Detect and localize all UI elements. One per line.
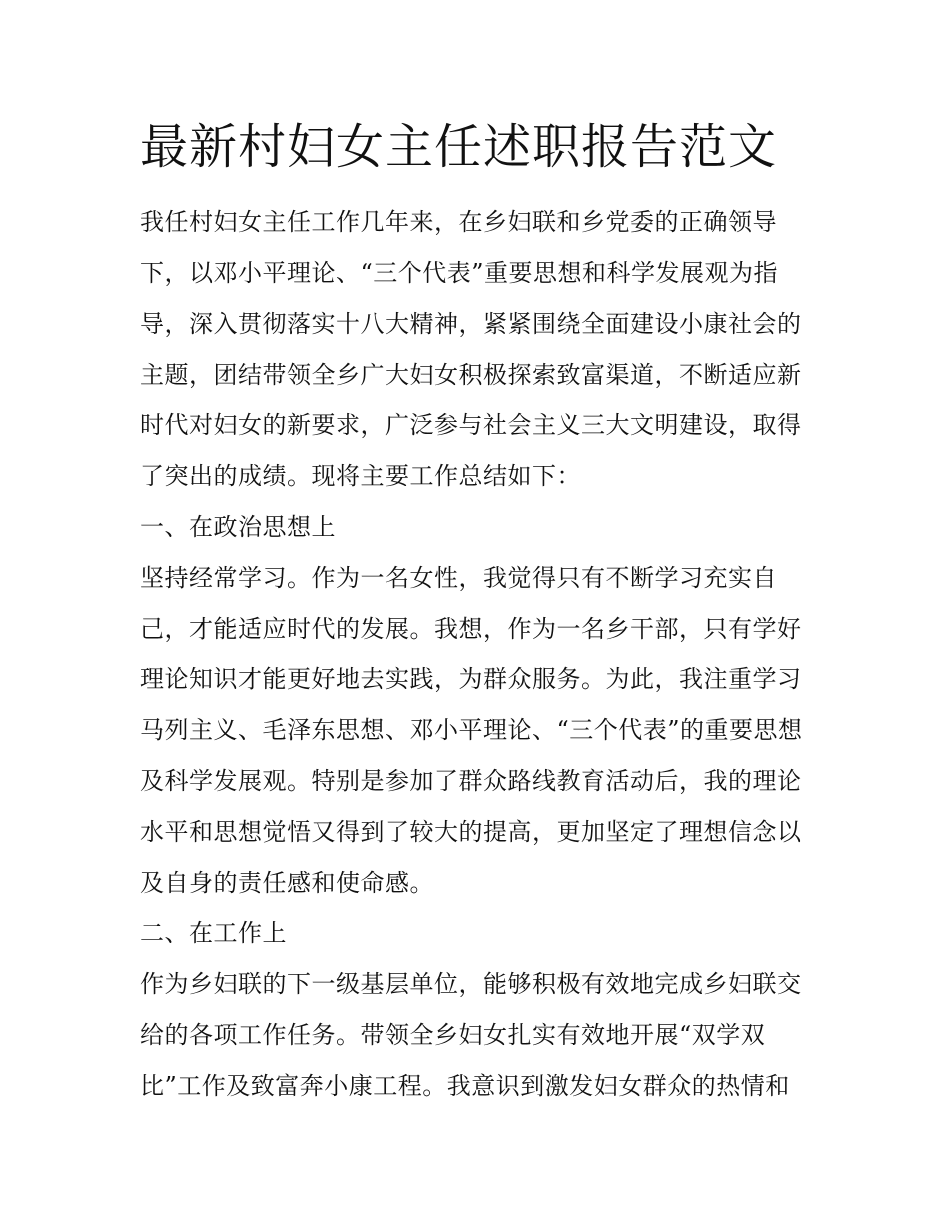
body-line: 下，以邓小平理论、“三个代表”重要思想和科学发展观为指 (140, 259, 779, 287)
body-line: 水平和思想觉悟又得到了较大的提高，更加坚定了理想信念以 (140, 818, 802, 846)
body-line: 导，深入贯彻落实十八大精神，紧紧围绕全面建设小康社会的 (140, 310, 802, 338)
section-heading: 二、在工作上 (140, 919, 287, 947)
section-heading: 一、在政治思想上 (140, 513, 336, 541)
document-title: 最新村妇女主任述职报告范文 (140, 119, 778, 175)
body-line: 己，才能适应时代的发展。我想，作为一名乡干部，只有学好 (140, 615, 802, 643)
body-line: 及科学发展观。特别是参加了群众路线教育活动后，我的理论 (140, 767, 802, 795)
body-line: 了突出的成绩。现将主要工作总结如下： (140, 462, 581, 490)
body-line: 马列主义、毛泽东思想、邓小平理论、“三个代表”的重要思想 (140, 716, 803, 744)
body-line: 给的各项工作任务。带领全乡妇女扎实有效地开展“双学双 (140, 1021, 766, 1049)
body-line: 比”工作及致富奔小康工程。我意识到激发妇女群众的热情和 (140, 1072, 790, 1100)
body-line: 坚持经常学习。作为一名女性，我觉得只有不断学习充实自 (140, 564, 777, 592)
body-line: 及自身的责任感和使命感。 (140, 869, 434, 897)
body-line: 作为乡妇联的下一级基层单位，能够积极有效地完成乡妇联交 (140, 970, 802, 998)
body-line: 理论知识才能更好地去实践，为群众服务。为此，我注重学习 (140, 665, 802, 693)
body-line: 时代对妇女的新要求，广泛参与社会主义三大文明建设，取得 (140, 411, 802, 439)
body-line: 主题，团结带领全乡广大妇女积极探索致富渠道，不断适应新 (140, 361, 802, 389)
body-line: 我任村妇女主任工作几年来，在乡妇联和乡党委的正确领导 (140, 208, 777, 236)
